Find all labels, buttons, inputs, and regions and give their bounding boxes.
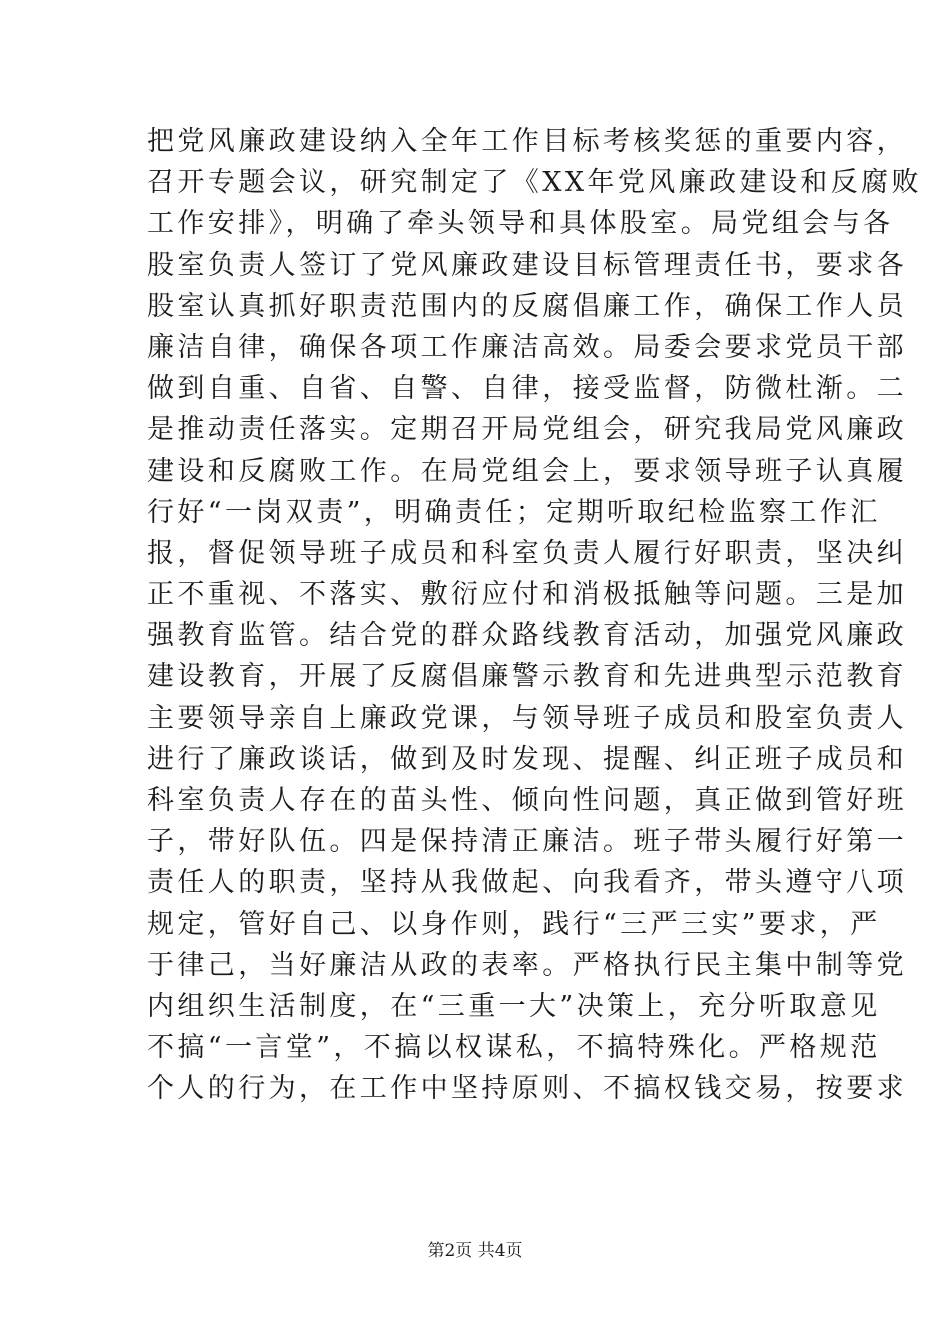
text-line: 做到自重、自省、自警、自律，接受监督，防微杜渐。二 — [147, 373, 907, 405]
text-line: 召开专题会议，研究制定了《XX年党风廉政建设和反腐败 — [147, 167, 922, 199]
text-line: 子，带好队伍。四是保持清正廉洁。班子带头履行好第一 — [147, 826, 907, 858]
text-line: 规定，管好自己、以身作则，践行“三严三实”要求，严 — [147, 908, 881, 940]
text-line: 责任人的职责，坚持从我做起、向我看齐，带头遵守八项 — [147, 867, 907, 899]
text-line: 不搞“一言堂”，不搞以权谋私，不搞特殊化。严格规范 — [147, 1032, 881, 1064]
text-line: 主要领导亲自上廉政党课，与领导班子成员和股室负责人 — [147, 702, 907, 734]
text-line: 科室负责人存在的苗头性、倾向性问题，真正做到管好班 — [147, 785, 907, 816]
text-line: 建设教育，开展了反腐倡廉警示教育和先进典型示范教育 — [147, 661, 907, 693]
text-line: 股室认真抓好职责范围内的反腐倡廉工作，确保工作人员 — [147, 290, 907, 322]
page-number-footer: 第2页 共4页 — [427, 1241, 523, 1261]
text-line: 于律己，当好廉洁从政的表率。严格执行民主集中制等党 — [147, 949, 907, 981]
text-line: 是推动责任落实。定期召开局党组会，研究我局党风廉政 — [147, 414, 907, 446]
text-line: 建设和反腐败工作。在局党组会上，要求领导班子认真履 — [147, 455, 907, 487]
text-line: 廉洁自律，确保各项工作廉洁高效。局委会要求党员干部 — [147, 331, 907, 363]
text-line: 进行了廉政谈话，做到及时发现、提醒、纠正班子成员和 — [147, 743, 907, 775]
body-text — [147, 121, 922, 1110]
text-line: 股室负责人签订了党风廉政建设目标管理责任书，要求各 — [147, 249, 907, 281]
text-line: 工作安排》，明确了牵头领导和具体股室。局党组会与各 — [147, 208, 894, 240]
text-line: 报，督促领导班子成员和科室负责人履行好职责，坚决纠 — [147, 537, 907, 569]
text-line: 个人的行为，在工作中坚持原则、不搞权钱交易，按要求 — [147, 1073, 907, 1105]
text-line: 行好“一岗双责”，明确责任；定期听取纪检监察工作汇 — [147, 496, 881, 528]
text-line: 把党风廉政建设纳入全年工作目标考核奖惩的重要内容， — [147, 126, 907, 157]
text-line: 强教育监管。结合党的群众路线教育活动，加强党风廉政 — [147, 620, 907, 652]
text-line: 正不重视、不落实、敷衍应付和消极抵触等问题。三是加 — [147, 579, 907, 611]
text-line: 内组织生活制度，在“三重一大”决策上，充分听取意见 — [147, 990, 881, 1022]
